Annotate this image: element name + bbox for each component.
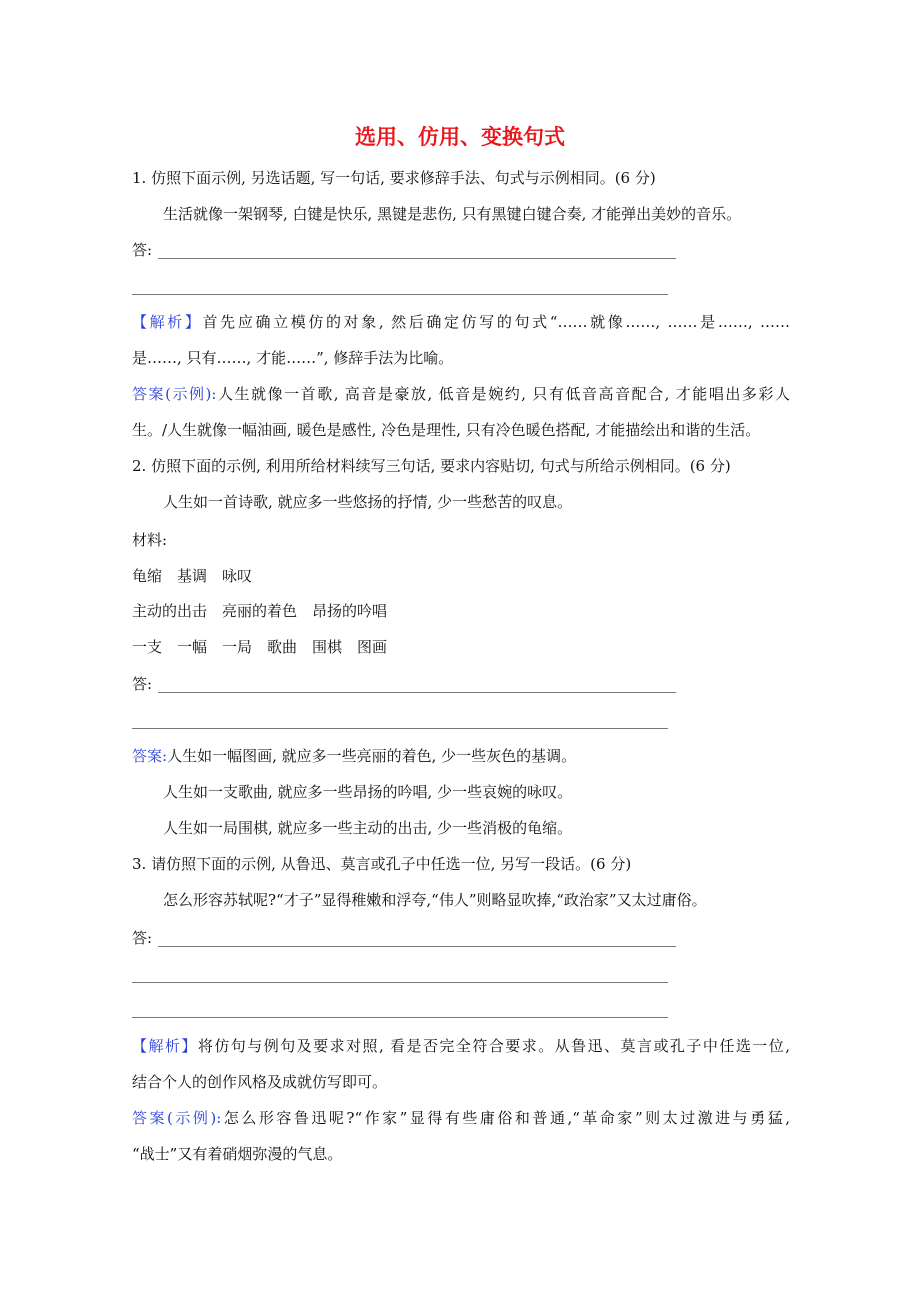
analysis-tag: 【解析】 <box>132 1037 198 1055</box>
analysis-text: 是……, 只有……, 才能……”, 修辞手法为比喻。 <box>132 349 454 367</box>
answer-paragraph <box>132 1108 790 1128</box>
answer-paragraph <box>132 746 576 766</box>
analysis-text: 结合个人的创作风格及成就仿写即可。 <box>132 1073 388 1091</box>
material-line: 龟缩 基调 咏叹 <box>132 567 253 585</box>
answer-blank-line[interactable] <box>132 982 668 983</box>
answer-tag: 答案: <box>132 747 168 765</box>
answer-label: 答: <box>132 929 153 947</box>
material-label: 材料: <box>132 531 168 549</box>
analysis-tag: 【解析】 <box>132 313 203 331</box>
answer-blank-line[interactable] <box>158 258 676 259</box>
answer-blank-line[interactable] <box>132 728 668 729</box>
analysis-paragraph <box>132 1036 790 1056</box>
answer-text: “战士”又有着硝烟弥漫的气息。 <box>132 1145 343 1163</box>
answer-text: 人生就像一首歌, 高音是豪放, 低音是婉约, 只有低音高音配合, 才能唱出多彩人 <box>216 385 790 403</box>
analysis-text: 首先应确立模仿的对象, 然后确定仿写的句式“……就像……, ……是……, …… <box>202 313 790 331</box>
answer-text: 人生如一局围棋, 就应多一些主动的出击, 少一些消极的龟缩。 <box>163 819 573 837</box>
question-2-prompt: 2. 仿照下面的示例, 利用所给材料续写三句话, 要求内容贴切, 句式与所给示例相同。(6 分) <box>132 457 731 475</box>
answer-label: 答: <box>132 675 153 693</box>
question-1-example: 生活就像一架钢琴, 白键是快乐, 黑键是悲伤, 只有黑键白键合奏, 才能弹出美妙的音乐。 <box>163 205 742 223</box>
answer-text: 生。/人生就像一幅油画, 暖色是感性, 冷色是理性, 只有冷色暖色搭配, 才能描绘出和谐的生活。 <box>132 421 761 439</box>
page-title: 选用、仿用、变换句式 <box>355 125 565 149</box>
answer-text: 人生如一幅图画, 就应多一些亮丽的着色, 少一些灰色的基调。 <box>167 747 577 765</box>
question-2-example: 人生如一首诗歌, 就应多一些悠扬的抒情, 少一些愁苦的叹息。 <box>163 493 573 511</box>
material-line: 主动的出击 亮丽的着色 昂扬的吟唱 <box>132 602 388 620</box>
answer-text: 怎么形容鲁迅呢?“作家”显得有些庸俗和普通,“革命家”则太过激进与勇猛, <box>221 1109 790 1127</box>
answer-blank-line[interactable] <box>158 692 676 693</box>
answer-paragraph <box>132 384 790 404</box>
answer-blank-line[interactable] <box>132 294 668 295</box>
question-1-prompt: 1. 仿照下面示例, 另选话题, 写一句话, 要求修辞手法、句式与示例相同。(6 分) <box>132 169 656 187</box>
question-3-prompt: 3. 请仿照下面的示例, 从鲁迅、莫言或孔子中任选一位, 另写一段话。(6 分) <box>132 855 632 873</box>
answer-text: 人生如一支歌曲, 就应多一些昂扬的吟唱, 少一些哀婉的咏叹。 <box>163 783 573 801</box>
answer-blank-line[interactable] <box>158 946 676 947</box>
question-3-example: 怎么形容苏轼呢?“才子”显得稚嫩和浮夸,“伟人”则略显吹捧,“政治家”又太过庸俗。 <box>163 891 707 909</box>
answer-tag: 答案(示例): <box>132 1109 222 1127</box>
analysis-paragraph <box>132 312 790 332</box>
analysis-text: 将仿句与例句及要求对照, 看是否完全符合要求。从鲁迅、莫言或孔子中任选一位, <box>197 1037 790 1055</box>
answer-tag: 答案(示例): <box>132 385 217 403</box>
material-line: 一支 一幅 一局 歌曲 围棋 图画 <box>132 638 388 656</box>
answer-blank-line[interactable] <box>132 1017 668 1018</box>
answer-label: 答: <box>132 241 153 259</box>
